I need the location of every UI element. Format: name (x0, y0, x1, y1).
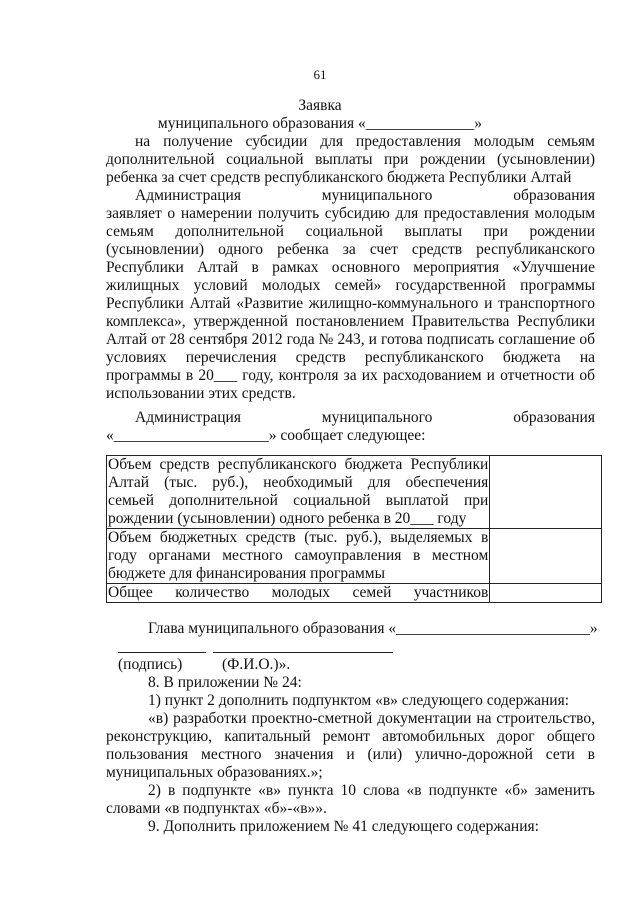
table-cell-line: году органами местного самоуправления в местном (108, 547, 489, 564)
item-8-1-text-line: муниципальных образованиях.»; (106, 764, 323, 781)
paragraph1-line: комплекса», утвержденной постановлением Правительства Республики (106, 313, 595, 330)
head-signature-line: Глава муниципального образования «_________________________» (148, 620, 598, 637)
table-cell-value[interactable] (490, 529, 602, 584)
paragraph2-line: Администрация муниципального образования (135, 409, 595, 426)
item-8-heading: 8. В приложении № 24: (148, 674, 302, 691)
paragraph1-line: Республики Алтай в рамках основного мероприятия «Улучшение (106, 259, 595, 276)
document-subtitle: муниципального образования «______________» (157, 115, 483, 132)
subsidy-request-table (106, 455, 602, 603)
table-cell-value[interactable] (490, 584, 602, 603)
item-8-1: 1) пункт 2 дополнить подпунктом «в» следующего содержания: (148, 692, 570, 709)
table-row (107, 529, 602, 584)
table-row (107, 584, 602, 603)
table-cell-line: Общее количество молодых семей участников (108, 584, 489, 601)
item-8-1-text-line: «в) разработки проектно-сметной документации на строительство, (148, 710, 595, 727)
paragraph1-line: семьям дополнительной социальной выплаты при рождении (106, 223, 595, 240)
paragraph1-line: условиях перечисления средств республиканского бюджета на (106, 349, 595, 366)
table-cell-line: Объем средств республиканского бюджета Республики (108, 456, 489, 473)
signature-blank (118, 652, 206, 653)
heading-line: на получение субсидии для предоставления молодым семьям (135, 133, 595, 150)
item-9: 9. Дополнить приложением № 41 следующего содержания: (148, 818, 539, 835)
item-8-1-text-line: реконструкцию, капитальный ремонт автомобильных дорог общего (106, 728, 595, 745)
table-row (107, 456, 602, 529)
paragraph1-line: Алтай от 28 сентября 2012 года № 243, и готова подписать соглашение об (106, 331, 595, 348)
item-8-2-line: 2) в подпункте «в» пункта 10 слова «в подпункте «б» заменить (148, 782, 595, 799)
paragraph1-line: использовании этих средств. (106, 385, 296, 402)
table-cell-label (107, 529, 490, 584)
heading-line: дополнительной социальной выплаты при рождении (усыновлении) (106, 151, 595, 168)
item-8-2-line: словами «в подпунктах «б»-«в»». (106, 800, 327, 817)
table-cell-line: семьей дополнительной социальной выплатой при (108, 492, 489, 509)
table-cell-line: бюджете для финансирования программы (108, 565, 385, 582)
table-cell-label (107, 456, 490, 529)
paragraph1-line: заявляет о намерении получить субсидию для предоставления молодым (106, 205, 595, 222)
table-cell-label (107, 584, 490, 603)
name-blank (213, 652, 393, 653)
page-number: 61 (313, 67, 327, 82)
table-cell-line: Объем бюджетных средств (тыс. руб.), выделяемых в (108, 529, 489, 546)
document-title: Заявка (298, 97, 342, 114)
paragraph1-line: программы в 20___ году, контроля за их расходованием и отчетности об (106, 367, 595, 384)
paragraph1-line: (усыновлении) одного ребенка за счет средств республиканского (106, 241, 595, 258)
item-8-1-text-line: пользования местного значения и (или) улично-дорожной сети в (106, 746, 595, 763)
table-cell-value[interactable] (490, 456, 602, 529)
name-label: (Ф.И.О.)». (222, 656, 291, 673)
paragraph1-line: Республики Алтай «Развитие жилищно-коммунального и транспортного (106, 295, 595, 312)
paragraph1-line: Администрация муниципального образования (135, 187, 595, 204)
paragraph1-line: жилищных условий молодых семей» государственной программы (106, 277, 595, 294)
table-cell-line: Алтай (тыс. руб.), необходимый для обеспечения (108, 474, 489, 491)
heading-line: ребенка за счет средств республиканского бюджета Республики Алтай (106, 169, 572, 186)
signature-label: (подпись) (118, 656, 183, 673)
paragraph2-line: «____________________» сообщает следующее: (106, 427, 426, 444)
table-cell-line: рождении (усыновлении) одного ребенка в 20___ году (108, 510, 467, 527)
